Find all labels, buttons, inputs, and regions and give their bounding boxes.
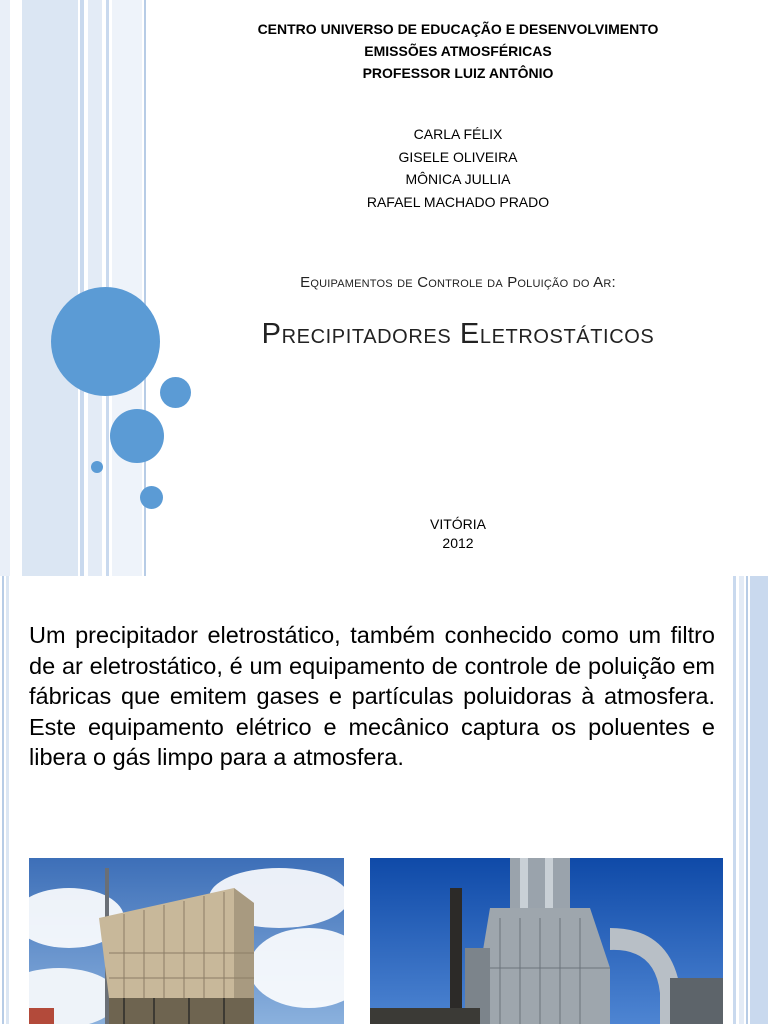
stripe-decoration (739, 576, 744, 1024)
stripe-decoration (0, 0, 10, 576)
circle-decoration (160, 377, 191, 408)
precipitator-photo-left (29, 858, 344, 1024)
stripe-decoration (22, 0, 78, 576)
content-slide (0, 576, 768, 1024)
stripe-decoration (80, 0, 84, 576)
city: VITÓRIA (429, 516, 486, 532)
author-name: RAFAEL MACHADO PRADO (366, 193, 550, 210)
circle-decoration (140, 486, 163, 509)
circle-decoration (91, 461, 103, 473)
stripe-decoration (750, 576, 768, 1024)
circle-decoration (110, 409, 164, 463)
author-name: CARLA FÉLIX (413, 126, 503, 142)
circle-decoration-large (51, 287, 160, 396)
stripe-decoration (733, 576, 736, 1024)
slide-subtitle: Equipamentos de Controle da Poluição do Ar: (300, 274, 616, 291)
author-name: MÔNICA JULLIA (405, 171, 511, 187)
body-paragraph: Um precipitador eletrostático, também conhecido como um filtro de ar eletrostático, é um equipamento de controle de poluição em fábricas que emitem gases e partículas poluidoras à atmosfera. Este equipamento elétrico e mecânico captura os poluentes e libera o gás limpo para a atmosfera. (29, 622, 715, 770)
stripe-decoration (746, 576, 748, 1024)
year: 2012 (442, 535, 474, 551)
stripe-decoration (2, 576, 4, 1024)
professor-name: PROFESSOR LUIZ ANTÔNIO (362, 65, 554, 81)
institution-name: CENTRO UNIVERSO DE EDUCAÇÃO E DESENVOLVIMENTO (257, 21, 659, 37)
precipitator-photo-right (370, 858, 723, 1024)
stripe-decoration (6, 576, 9, 1024)
course-name: EMISSÕES ATMOSFÉRICAS (364, 43, 552, 59)
author-name: GISELE OLIVEIRA (398, 148, 518, 165)
slide-title: Precipitadores Eletrostáticos (261, 318, 655, 350)
